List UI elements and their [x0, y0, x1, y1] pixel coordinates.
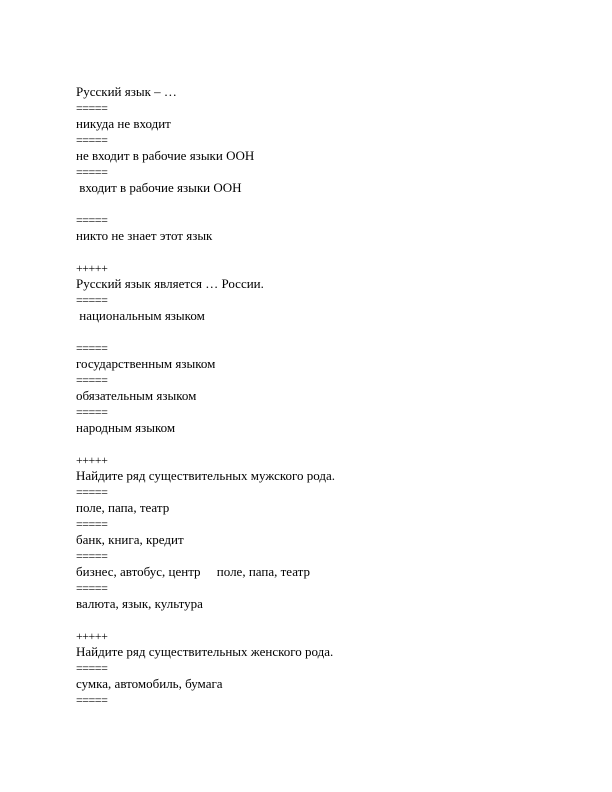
- answer-separator: =====: [76, 549, 108, 563]
- answer-option: банк, книга, кредит: [76, 532, 184, 547]
- question-separator: +++++: [76, 629, 108, 643]
- answer-option: поле, папа, театр: [76, 500, 170, 515]
- answer-separator: =====: [76, 373, 108, 387]
- answer-separator: =====: [76, 581, 108, 595]
- answer-separator: =====: [76, 693, 108, 707]
- answer-option: никто не знает этот язык: [76, 228, 213, 243]
- answer-option: не входит в рабочие языки ООН: [76, 148, 255, 163]
- answer-separator: =====: [76, 101, 108, 115]
- answer-option: народным языком: [76, 420, 176, 435]
- answer-option: государственным языком: [76, 356, 216, 371]
- question-separator: +++++: [76, 261, 108, 275]
- answer-option: бизнес, автобус, центр поле, папа, театр: [76, 564, 310, 579]
- question-1-text: Русский язык – …: [76, 84, 177, 99]
- answer-separator: =====: [76, 133, 108, 147]
- answer-separator: =====: [76, 661, 108, 675]
- answer-separator: =====: [76, 517, 108, 531]
- question-3-text: Найдите ряд существительных мужского рода.: [76, 468, 336, 483]
- answer-option: обязательным языком: [76, 388, 197, 403]
- answer-option: входит в рабочие языки ООН: [76, 180, 242, 195]
- answer-separator: =====: [76, 485, 108, 499]
- answer-separator: =====: [76, 341, 108, 355]
- answer-option: национальным языком: [76, 308, 205, 323]
- answer-separator: =====: [76, 293, 108, 307]
- question-2-text: Русский язык является … России.: [76, 276, 264, 291]
- question-separator: +++++: [76, 453, 108, 467]
- answer-option: валюта, язык, культура: [76, 596, 203, 611]
- answer-option: никуда не входит: [76, 116, 171, 131]
- answer-separator: =====: [76, 213, 108, 227]
- answer-option: сумка, автомобиль, бумага: [76, 676, 223, 691]
- answer-separator: =====: [76, 165, 108, 179]
- answer-separator: =====: [76, 405, 108, 419]
- question-4-text: Найдите ряд существительных женского рода.: [76, 644, 334, 659]
